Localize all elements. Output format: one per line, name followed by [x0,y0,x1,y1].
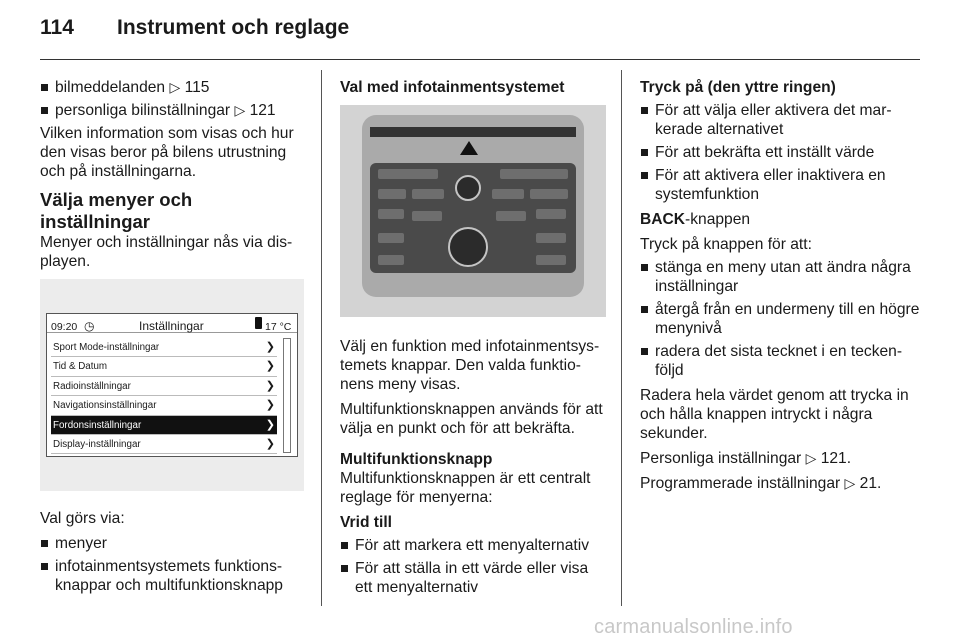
panel-button [412,189,444,199]
panel-button [536,233,566,243]
hazard-icon [460,141,478,155]
page-ref-arrow-icon: ▷ [169,79,181,95]
chevron-right-icon: ❯ [265,418,275,431]
page-ref-arrow-icon: ▷ [234,102,246,118]
list-item: För att ställa in ett värde eller visa ett menyalternativ [340,559,606,597]
paragraph: Multifunktionsknappen är ett centralt reglage för menyerna: [340,470,591,506]
chevron-right-icon: ❯ [265,399,275,412]
display-title: Inställningar [139,319,204,333]
volume-knob [455,175,481,201]
paragraph: Radera hela värdet genom att trycka in och hålla knappen intryckt i några sekunder. [640,387,909,442]
list-item: menyer [40,534,304,553]
page-ref[interactable]: 121 [820,450,847,467]
panel-button [378,189,406,199]
panel-button [378,209,404,219]
paragraph: Vilken information som visas och hur den visas beror på bilens utrustning och på inställningarna. [40,125,294,180]
page-ref[interactable]: 121 [249,102,276,119]
panel-button [378,233,404,243]
subheading: Tryck på (den yttre ringen) [640,79,836,96]
list-item: För att markera ett menyalternativ [340,536,606,555]
list-item: radera det sista tecknet i en tecken-följd [640,342,920,380]
chevron-right-icon: ❯ [265,437,275,450]
chevron-right-icon: ❯ [265,341,275,353]
list-item: För att bekräfta ett inställt värde [640,143,920,162]
clock-icon: ◷ [84,319,95,333]
list-item: återgå från en undermeny till en högre menynivå [640,300,920,338]
menu-item[interactable]: Sport Mode-inställningar ❯ [51,338,277,357]
display-scrollbar[interactable] [283,338,291,453]
page-title: Instrument och reglage [117,16,350,39]
list-item: stänga en meny utan att ändra några inställningar [640,258,920,296]
section-heading: Välja menyer och inställningar [40,189,193,232]
list-item: För att välja eller aktivera det mar-kerade alternativet [640,101,920,139]
display-menu-list [51,338,277,454]
phone-icon [255,317,262,329]
panel-button [500,169,568,179]
display-temperature: 17 °C [265,321,292,333]
column-divider [621,70,622,606]
display-figure [40,279,304,491]
column-1 [40,78,304,599]
page-ref[interactable]: 21 [859,475,878,492]
display-status-bar [47,314,297,333]
panel-button [492,189,524,199]
panel-button [378,169,438,179]
chevron-right-icon: ❯ [265,379,275,392]
subheading: Vrid till [340,514,392,531]
page-ref-arrow-icon: ▷ [844,475,856,491]
panel-button [536,209,566,219]
paragraph: Tryck på knappen för att: [640,236,812,253]
display-time: 09:20 [51,321,78,333]
paragraph: Val görs via: [40,510,125,527]
chevron-right-icon: ❯ [265,360,275,373]
paragraph: Välj en funktion med infotainmentsys-temets knappar. Den valda funktio-nens meny visas. [340,338,600,393]
display-screen [46,313,298,457]
column-divider [321,70,322,606]
section-heading: Val med infotainmentsystemet [340,79,565,96]
panel-button [378,255,404,265]
page-ref[interactable]: 115 [184,79,210,96]
cd-slot [370,127,576,137]
page-header [40,14,920,60]
panel-button [412,211,442,221]
subheading: Multifunktionsknapp [340,451,493,468]
menu-item[interactable]: Display-inställningar ❯ [51,435,277,454]
panel-button [536,255,566,265]
menu-item-selected[interactable]: Fordonsinställningar ❯ [51,416,277,435]
list-item: För att aktivera eller inaktivera en systemfunktion [640,166,920,204]
list-item: infotainmentsystemets funktions-knappar och multifunktionsknapp [40,557,304,595]
menu-item[interactable]: Tid & Datum ❯ [51,357,277,376]
back-button-heading: BACK-knappen [640,211,751,228]
list-item: bilmeddelanden ▷ 115 [40,78,304,97]
page-number: 114 [40,16,74,39]
infotainment-panel-photo [340,105,606,317]
menu-item[interactable]: Radioinställningar ❯ [51,377,277,396]
column-3 [640,78,920,499]
paragraph: Programmerade inställningar ▷ 21. [640,475,882,492]
column-2 [340,78,606,601]
multifunction-knob [448,227,488,267]
menu-item[interactable]: Navigationsinställningar ❯ [51,396,277,415]
paragraph: Personliga inställningar ▷ 121. [640,450,852,467]
list-item: personliga bilinställningar ▷ 121 [40,101,304,120]
paragraph: Multifunktionsknappen används för att välja en punkt och för att bekräfta. [340,401,603,437]
watermark: carmanualsonline.info [594,616,793,638]
paragraph: Menyer och inställningar nås via dis-playen. [40,234,293,270]
page-ref-arrow-icon: ▷ [805,450,817,466]
panel-button [530,189,568,199]
panel-button [496,211,526,221]
